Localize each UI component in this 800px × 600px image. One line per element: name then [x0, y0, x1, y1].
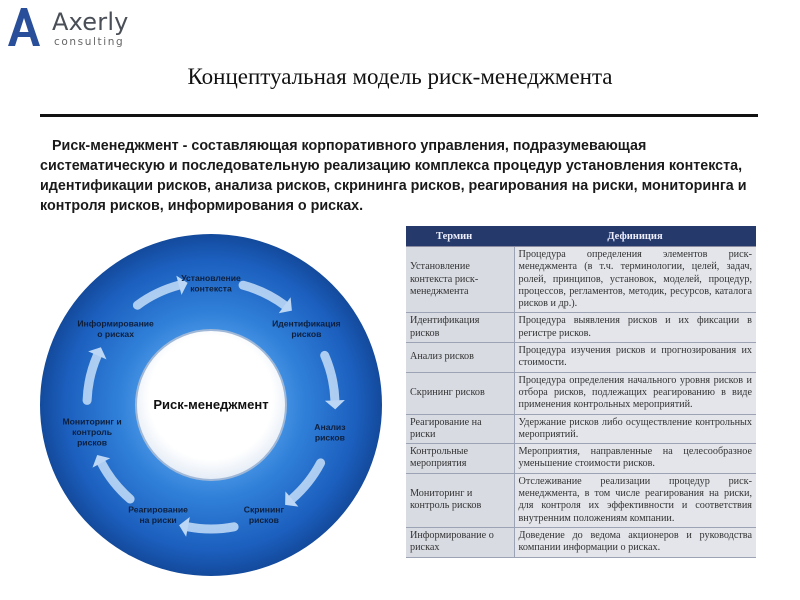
cycle-stage-line: Информирование	[77, 318, 154, 329]
page-title: Концептуальная модель риск-менеджмента	[187, 64, 613, 89]
term-cell: Установление контекста риск-менеджмента	[406, 247, 514, 313]
cycle-stage-line: Реагирование	[128, 504, 188, 515]
definition-cell: Процедура изучения рисков и прогнозирования их стоимости.	[514, 343, 756, 373]
table-row	[406, 343, 756, 373]
cycle-stage-line: рисков	[77, 437, 108, 448]
cycle-center-label: Риск-менеджмент	[153, 397, 269, 412]
cycle-stage-line: Идентификация	[272, 318, 341, 329]
logo-name: Axerly	[52, 8, 129, 36]
cycle-stage-line: о рисках	[97, 329, 135, 340]
table-row	[406, 527, 756, 557]
term-cell: Контрольные мероприятия	[406, 444, 514, 474]
table-row	[406, 444, 756, 474]
definition-cell: Отслеживание реализации процедур риск-менеджмента, в том числе реагирования на риски, для контроля их эффективности и соответствия внутренним положениям компании.	[514, 473, 756, 527]
cycle-stage-line: Мониторинг и	[62, 416, 122, 427]
cycle-stage-line: рисков	[314, 432, 345, 443]
cycle-stage-line: Анализ	[314, 421, 346, 432]
term-cell: Скрининг рисков	[406, 372, 514, 414]
company-logo	[4, 4, 134, 52]
definition-cell: Процедура выявления рисков и их фиксации в регистре рисков.	[514, 313, 756, 343]
intro-text: Риск-менеджмент - составляющая корпоративного управления, подразумевающая систематическую и последовательную реализацию комплекса процедур установления контекста, идентификации рисков, анализа рисков, скрининга рисков, реагирования на риски, мониторинга и контроля рисков, информирования о рисках.	[40, 138, 747, 214]
intro-paragraph	[40, 136, 760, 216]
cycle-stage-line: рисков	[291, 329, 322, 340]
cycle-stage-line: на риски	[139, 515, 177, 526]
cycle-stage-label	[244, 505, 285, 526]
cycle-stage-line: контроль	[72, 427, 113, 438]
cycle-stage-line: Скрининг	[243, 504, 285, 515]
definitions-table	[406, 226, 756, 558]
term-cell: Реагирование на риски	[406, 414, 514, 444]
cycle-arrow	[188, 527, 234, 529]
table-row	[406, 473, 756, 527]
definition-cell: Процедура определения начального уровня рисков и отбора рисков, подлежащих реагированию в виде применения контрольных мероприятий.	[514, 372, 756, 414]
term-cell: Мониторинг и контроль рисков	[406, 473, 514, 527]
cycle-stage-line: контекста	[190, 283, 232, 294]
cycle-stage-line: Установление	[181, 272, 241, 283]
axerly-logo-icon	[4, 6, 44, 48]
cycle-stage-line: рисков	[248, 515, 279, 526]
table-row	[406, 372, 756, 414]
table-row	[406, 414, 756, 444]
definition-cell: Удержание рисков либо осуществление контрольных мероприятий.	[514, 414, 756, 444]
definition-cell: Доведение до ведома акционеров и руководства компании информации о рисках.	[514, 527, 756, 557]
term-cell: Информирование о рисках	[406, 527, 514, 557]
table-row	[406, 313, 756, 343]
table-header-row	[406, 226, 756, 247]
header-definition: Дефиниция	[514, 226, 756, 247]
cycle-stage-label	[314, 422, 345, 443]
definition-cell: Мероприятия, направленные на целесообразное уменьшение стоимости рисков.	[514, 444, 756, 474]
header-term: Термин	[406, 226, 514, 247]
definition-cell: Процедура определения элементов риск-менеджмента (в т.ч. терминологии, целей, задач, ролей, принципов, установок, моделей, процедур, процессов, регламентов, методик, ресурсов, каталога рисков и др.).	[514, 247, 756, 313]
logo-tagline: consulting	[54, 36, 125, 48]
term-cell: Анализ рисков	[406, 343, 514, 373]
term-cell: Идентификация рисков	[406, 313, 514, 343]
table-row	[406, 247, 756, 313]
risk-cycle-diagram	[38, 232, 384, 578]
title-divider	[40, 114, 758, 117]
